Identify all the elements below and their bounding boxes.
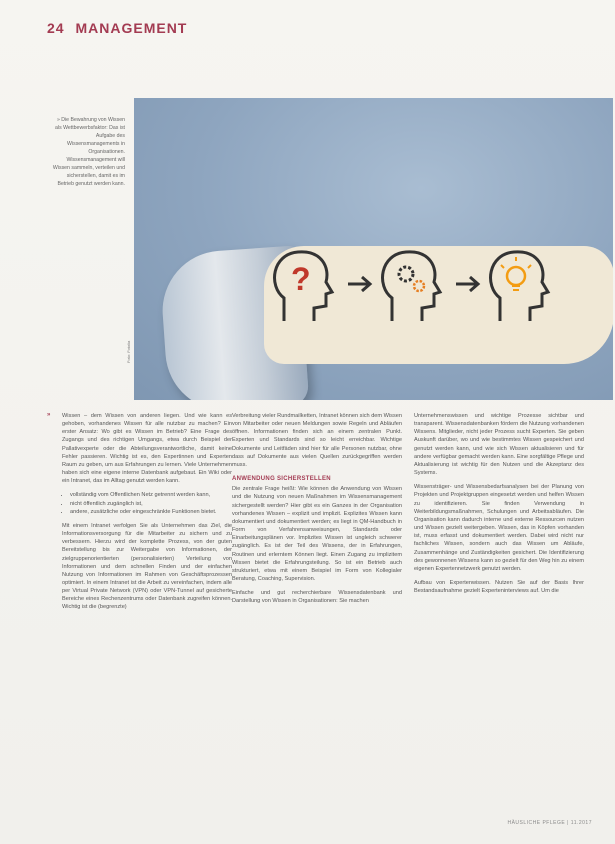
paragraph: Wissen – dem Wissen von anderen liegen. Und wie kann es gehoben, vorhandenes Wissen für alle nutzbar zu machen? Ein erster Ansatz: Wo gibt es Wissen im Betrieb? Eine Frage des Zugangs und des richtigen Umgangs, etwa durch Beispiel der Pallativexperte oder die Abteilungsverantwortliche, damit keine Fehler passieren. Wichtig ist es, den Expertinnen und Experten Raum zu geben, um aus Erfahrungen zu lernen. Viele Unternehmen haben sich eine eigene interne Datenbank aufgebaut. Ein Wiki oder ein Intranet, das im Alltag genutzt werden kann. — [62, 413, 232, 485]
page-footer: HÄUSLICHE PFLEGE | 11.2017 — [507, 820, 592, 826]
photo-credit: Foto: Fotolia — [126, 340, 131, 363]
lightbulb-head-icon — [491, 252, 548, 321]
list-item: • nicht öffentlich zugänglich ist, — [70, 500, 232, 508]
paragraph: Die zentrale Frage heißt: Wie können die Anwendung von Wissen und die Nutzung von neuen Maßnahmen im Wissensmanagement sichergestellt werden? Hier gibt es ein Ganzes in der Organisation vorhandenes Wissen – explizit und implizit. Explizites Wissen kann dokumentiert und dokumentiert werden; es liegt in QM-Handbuch in Form von Verfahrensanweisungen, Standards oder Einarbeitungsplänen vor. Implizites Wissen ist ungleich schwerer zugänglich. Es ist der Teil des Wissens, der in Erfahrungen, Routinen und erlerntem Können liegt. Einen Zugang zu implizitem Wissen bietet die Erfahrungsteilung. So ist ein Betrieb auch strukturiert, etwa mit einem Beispiel im Form von Kollegialer Beratung, Coaching, Supervision. — [232, 486, 402, 582]
question-head-icon — [275, 252, 332, 321]
text-column-3 — [414, 412, 584, 601]
list-item: • vollständig vom Offentlichen Netz getrennt werden kann, — [70, 491, 232, 499]
section-title: MANAGEMENT — [75, 20, 188, 36]
torn-paper-strip — [264, 246, 613, 364]
paragraph: Aufbau von Expertenwissen. Nutzen Sie auf der Basis Ihrer Bestandsaufnahme gezielt Experteninterviews auf. Um die — [414, 579, 584, 595]
paragraph: Einfache und gut recherchierbare Wissensdatenbank und Darstellung von Wissen in Organisationen: Sie machen — [232, 590, 402, 605]
gears-head-icon — [383, 252, 440, 321]
torn-paper-photo — [134, 98, 613, 400]
continue-arrow-icon: » — [47, 412, 51, 418]
page-header — [47, 20, 187, 36]
image-caption: » Die Bewahrung von Wissen als Wettbewerbsfaktor: Das ist Aufgabe des Wissensmanagements in Organisationen. Wissensmanagement will Wissen sammeln, verteilen und sicherstellen, damit es im Betrieb genutzt werden kann. — [52, 117, 125, 187]
section-heading: ANWENDUNG SICHERSTELLEN — [232, 476, 331, 483]
bullet-list — [62, 491, 232, 515]
head-illustration — [264, 246, 584, 326]
paragraph: Unternehmenswissen und wichtige Prozesse sichtbar und transparent. Wissensdatenbanken fördern die Nutzung vorhandenen Wissens. Mitglieder, nicht jeder Prozess sucht Experten. Sie geben Auskunft darüber, wo und wie bestimmtes Wissen gespeichert und genutzt werden kann, und wie sich Wissen aktualisieren und für andere verfügbar gemacht werden kann. Eine sorgfältige Pflege und Aktualisierung ist wichtig für den Nutzen und die Akzeptanz des Systems. — [414, 413, 584, 477]
page-number: 24 — [47, 20, 65, 36]
paragraph: Verbreitung vieler Rundmailketten, Intranet können sich dem Wissen von Mitarbeiter oder neuen Meldungen sowie Regeln und Abläufen öffnen. Informationen finden sich an einem zentralen Punkt. Experten und Standards sind so leicht erreichbar. Wichtige Dokumente und Leitfäden sind hier für alle Personen nutzbar, ohne dass auf Dokumente aus vielen Quellen zurückgegriffen werden muss. — [232, 413, 402, 468]
list-item: • andere, zusätzliche oder eingeschränkte Funktionen bietet. — [70, 508, 232, 516]
paragraph: Wissensträger- und Wissensbedarfsanalysen bei der Planung von Projekten und Projektgruppen eingesetzt werden und helfen Wissen zu identifizieren. Sie finden Verwendung in Weiterbildungsmaßnahmen, Schulungen und Arbeitsabläufen. Die Organisation kann dadurch interne und externe Ressourcen nutzen und Wissen gezielt weitergeben. Wissen, das in Köpfen vorhanden ist, muss erfasst und dokumentiert werden. Dabei wird nicht nur fachliches Wissen, sondern auch das Wissen um Abläufe, Zusammenhänge und Zuständigkeiten gesichert. Die Identifizierung des gewonnenen Wissens kann so gezielt für den Weg hin zu einem eigenen Expertennetzwerk genutzt werden. — [414, 484, 584, 572]
svg-text:?: ? — [291, 261, 311, 297]
text-column-2 — [232, 412, 402, 611]
arrow-icon — [348, 277, 370, 291]
arrow-icon — [456, 277, 478, 291]
paragraph: Mit einem Intranet verfolgen Sie als Unternehmen das Ziel, die Informationsversorgung für die Mitarbeiter zu sichern und zu verbessern. Hierzu wird der komplette Prozess, von der guten Bereitstellung bis zur Weitergabe von Informationen, der zielgruppenorientierten (personalisierten) Verteilung von Informationen und dem schnellen Finden und der einfachen Nutzung von Informationen im Rahmen von Geschäftsprozessen optimiert. In einem Intranet ist die Arbeit zu vereinfachen, indem alle per Virtual Private Network (VPN) oder VPN-Tunnel auf gesicherte Bereiche eines Rechenzentrums oder Datenbank zugreifen können. Wichtig ist die (begrenzte) — [62, 522, 232, 611]
text-column-1 — [62, 412, 232, 618]
